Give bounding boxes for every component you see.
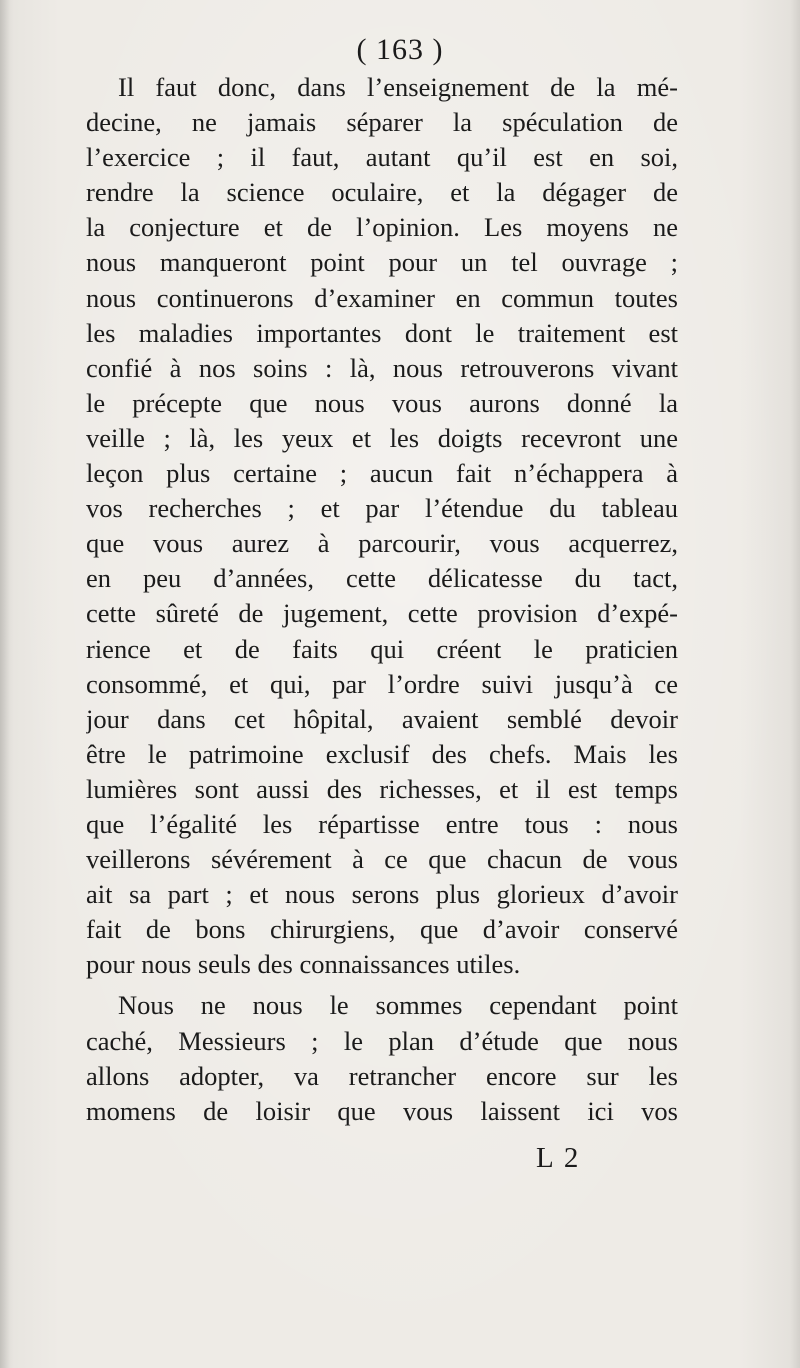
text-line: veille ; là, les yeux et les doigts recevront une [86, 422, 678, 453]
text-line: decine, ne jamais séparer la spéculation de [86, 107, 678, 138]
page-number: ( 163 ) [356, 33, 444, 66]
text-line: rendre la science oculaire, et la dégager de [86, 177, 678, 208]
text-line: vos recherches ; et par l’étendue du tableau [86, 493, 678, 524]
text-line: cette sûreté de jugement, cette provision d’expé- [86, 598, 678, 629]
text-line: allons adopter, va retrancher encore sur les [86, 1060, 678, 1091]
text-line: lumières sont aussi des richesses, et il est temps [86, 773, 678, 804]
text-line: consommé, et qui, par l’ordre suivi jusqu’à ce [86, 668, 678, 699]
text-line: le précepte que nous vous aurons donné la [86, 387, 678, 418]
text-line: leçon plus certaine ; aucun fait n’échappera à [86, 458, 678, 489]
text-line: fait de bons chirurgiens, que d’avoir conservé [86, 914, 678, 945]
text-line: en peu d’années, cette délicatesse du tact, [86, 563, 678, 594]
text-line: ait sa part ; et nous serons plus glorieux d’avoir [86, 879, 678, 910]
text-line: momens de loisir que vous laissent ici vos [86, 1095, 678, 1126]
paragraph-2 [86, 988, 678, 1128]
text-line: les maladies importantes dont le traitement est [86, 317, 678, 348]
text-line: caché, Messieurs ; le plan d’étude que nous [86, 1025, 678, 1056]
text-line: nous continuerons d’examiner en commun toutes [86, 282, 678, 313]
text-line: Il faut donc, dans l’enseignement de la mé- [118, 72, 678, 102]
text-line: confié à nos soins : là, nous retrouverons vivant [86, 352, 678, 383]
body-text [86, 70, 678, 1129]
paragraph-1 [86, 70, 678, 982]
text-line: l’exercice ; il faut, autant qu’il est en soi, [86, 142, 678, 173]
text-line: pour nous seuls des connaissances utiles. [86, 949, 521, 980]
text-line: Nous ne nous le sommes cependant point [118, 990, 678, 1021]
text-line: la conjecture et de l’opinion. Les moyens ne [86, 212, 678, 243]
text-line: veillerons sévérement à ce que chacun de vous [86, 844, 678, 875]
text-line: être le patrimoine exclusif des chefs. Mais les [86, 738, 678, 769]
text-line: nous manqueront point pour un tel ouvrage ; [86, 247, 678, 278]
gutter-shadow [0, 0, 10, 1368]
signature-mark: L 2 [536, 1142, 581, 1174]
text-line: jour dans cet hôpital, avaient semblé devoir [86, 703, 678, 734]
text-line: rience et de faits qui créent le praticien [86, 633, 678, 664]
text-line: que vous aurez à parcourir, vous acquerrez, [86, 528, 678, 559]
text-line: que l’égalité les répartisse entre tous : nous [86, 808, 678, 839]
